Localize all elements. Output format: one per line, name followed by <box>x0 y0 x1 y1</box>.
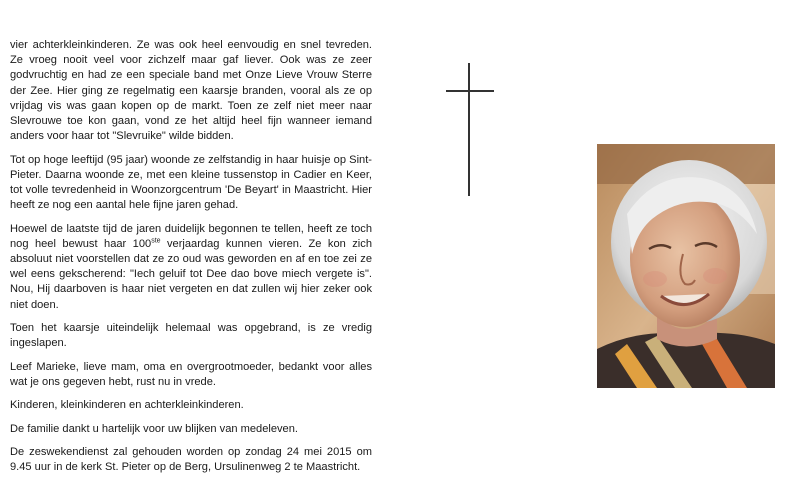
paragraph-passing: Toen het kaarsje uiteindelijk helemaal was opgebrand, is ze vredig ingeslapen. <box>10 322 372 350</box>
photo-cheek-left <box>643 271 667 287</box>
paragraph-birthday <box>10 222 372 313</box>
portrait-illustration <box>597 144 775 388</box>
cross-horizontal-bar <box>446 90 494 92</box>
photo-cheek-right <box>703 268 727 284</box>
paragraph-farewell: Leef Marieke, lieve mam, oma en overgrootmoeder, bedankt voor alles wat je ons gegeven hebt, rust nu in vrede. <box>10 360 372 388</box>
cross-vertical-bar <box>468 63 470 196</box>
portrait-photo <box>597 144 775 388</box>
paragraph-service: De zeswekendienst zal gehouden worden op zondag 24 mei 2015 om 9.45 uur in de kerk St. Pieter op de Berg, Ursulinenweg 2 te Maastricht. <box>10 445 372 474</box>
paragraph-family: vier achterkleinkinderen. Ze was ook heel eenvoudig en snel tevreden. Ze vroeg nooit veel voor zichzelf maar gaf liever. Ook was ze zeer godvruchtig en had ze een speciale band met Onze Lieve Vrouw Sterre der Zee. Hier ging ze regelmatig een kaarsje branden, vooral als ze op vrijdag vis was gaan kopen op de markt. Toen ze zelf niet meer naar Slevrouwe toe kon gaan, vond ze het altijd heel fijn wanneer iemand anders voor haar tot "Slevruike" wilde bidden. <box>10 39 372 143</box>
paragraph-thanks: De familie dankt u hartelijk voor uw blijken van medeleven. <box>10 422 298 435</box>
latin-cross-icon <box>446 63 494 196</box>
paragraph-residence: Tot op hoge leeftijd (95 jaar) woonde ze zelfstandig in haar huisje op Sint-Pieter. Daarna woonde ze, met een kleine tussenstop in Cadier en Keer, tot volle tevredenheid in Woonzorgcentrum 'De Beyart' in Maastricht. Hier heeft ze nog een aantal hele fijne jaren gehad. <box>10 153 372 212</box>
paragraph-birthday-end: verjaardag kunnen vieren. Ze kon zich absoluut niet voorstellen dat ze zo oud was geworden en af en toe zei ze wel eens gekscherend: "Iech geluif tot Dee dao bove miech vergete is". Nou, Hij daarboven is haar niet vergeten en dat zullen wij hier zeker ook niet doen. <box>10 237 372 311</box>
memorial-text <box>10 38 372 484</box>
paragraph-birthday-start: Hoewel de laatste tijd de jaren duidelijk begonnen te tellen, heeft ze toch nog heel bewust haar 100 <box>10 222 372 250</box>
paragraph-signature: Kinderen, kleinkinderen en achterkleinkinderen. <box>10 399 244 412</box>
ordinal-suffix: ste <box>151 237 161 245</box>
